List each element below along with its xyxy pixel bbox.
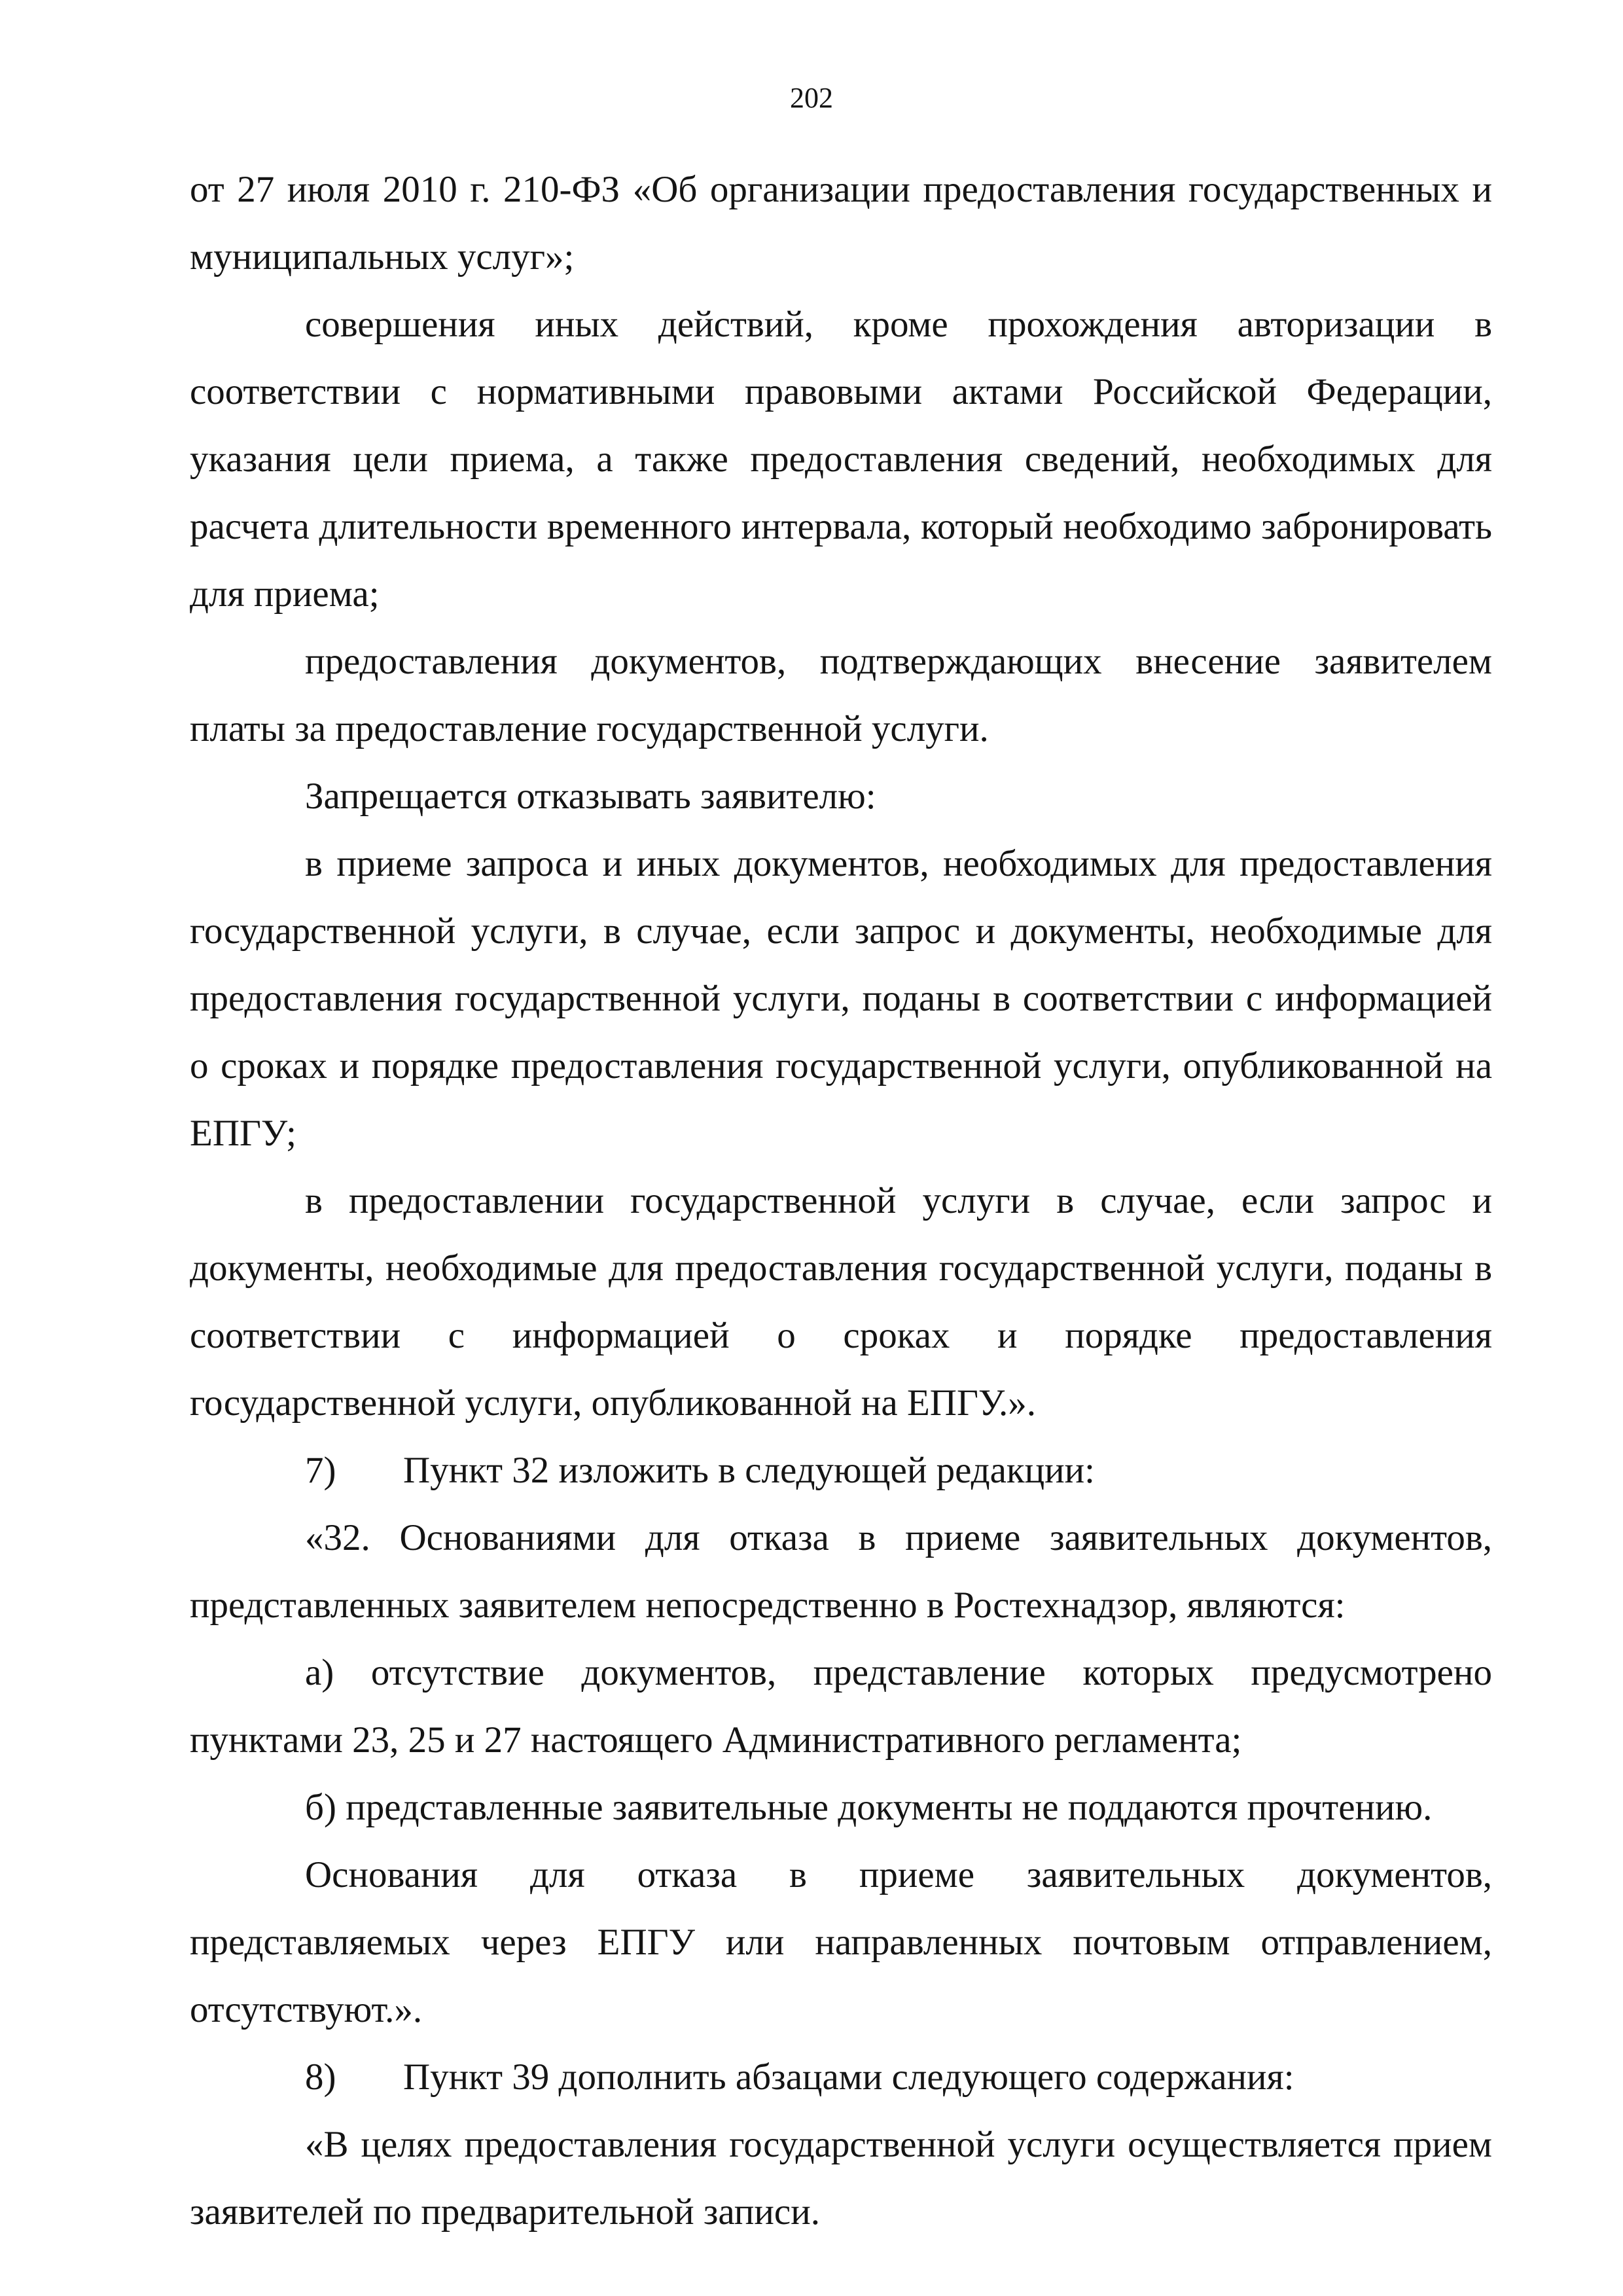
paragraph-preliminary-appointment: «В целях предоставления государственной услуги осуществляется прием заявителей по предварительной записи.: [190, 2124, 1492, 2233]
paragraph-continuation: от 27 июля 2010 г. 210-ФЗ «Об организации предоставления государственных и муниципальных услуг»;: [190, 169, 1492, 278]
paragraph-subitem-b: б) представленные заявительные документы не поддаются прочтению.: [305, 1787, 1433, 1828]
page-number: 202: [790, 82, 833, 114]
paragraph-subitem-a: а) отсутствие документов, представление которых предусмотрено пунктами 23, 25 и 27 настоящего Административного регламента;: [190, 1652, 1492, 1761]
paragraph-refusal-service: в предоставлении государственной услуги в случае, если запрос и документы, необходимые для предоставления государственной услуги, поданы в соответствии с информацией о сроках и порядке предоставления государственной услуги, опубликованной на ЕПГУ.».: [190, 1180, 1492, 1424]
paragraph-prohibition-heading: Запрещается отказывать заявителю:: [305, 776, 876, 817]
paragraph-clause-32: «32. Основаниями для отказа в приеме заявительных документов, представленных заявителем непосредственно в Ростехнадзор, являются:: [190, 1517, 1492, 1626]
item-text: Пункт 32 изложить в следующей редакции:: [403, 1450, 1095, 1491]
item-number: 7): [305, 1450, 336, 1491]
paragraph-refusal-acceptance: в приеме запроса и иных документов, необходимых для предоставления государственной услуги, в случае, если запрос и документы, необходимые для предоставления государственной услуги, поданы в соответствии с информацией о сроках и порядке предоставления государственной услуги, опубликованной на ЕПГУ;: [190, 843, 1492, 1154]
paragraph-payment-documents: предоставления документов, подтверждающих внесение заявителем платы за предоставление государственной услуги.: [190, 641, 1492, 749]
paragraph-no-grounds: Основания для отказа в приеме заявительных документов, представляемых через ЕПГУ или направленных почтовым отправлением, отсутствуют.».: [190, 1854, 1492, 2030]
paragraph-other-actions: совершения иных действий, кроме прохождения авторизации в соответствии с нормативными правовыми актами Российской Федерации, указания цели приема, а также предоставления сведений, необходимых для расчета длительности временного интервала, который необходимо забронировать для приема;: [190, 304, 1492, 615]
list-item-7: [190, 1437, 1492, 1504]
item-number: 8): [305, 2056, 336, 2098]
item-text: Пункт 39 дополнить абзацами следующего содержания:: [403, 2056, 1294, 2098]
list-item-8: [190, 2043, 1492, 2111]
document-body: [190, 156, 1492, 2246]
